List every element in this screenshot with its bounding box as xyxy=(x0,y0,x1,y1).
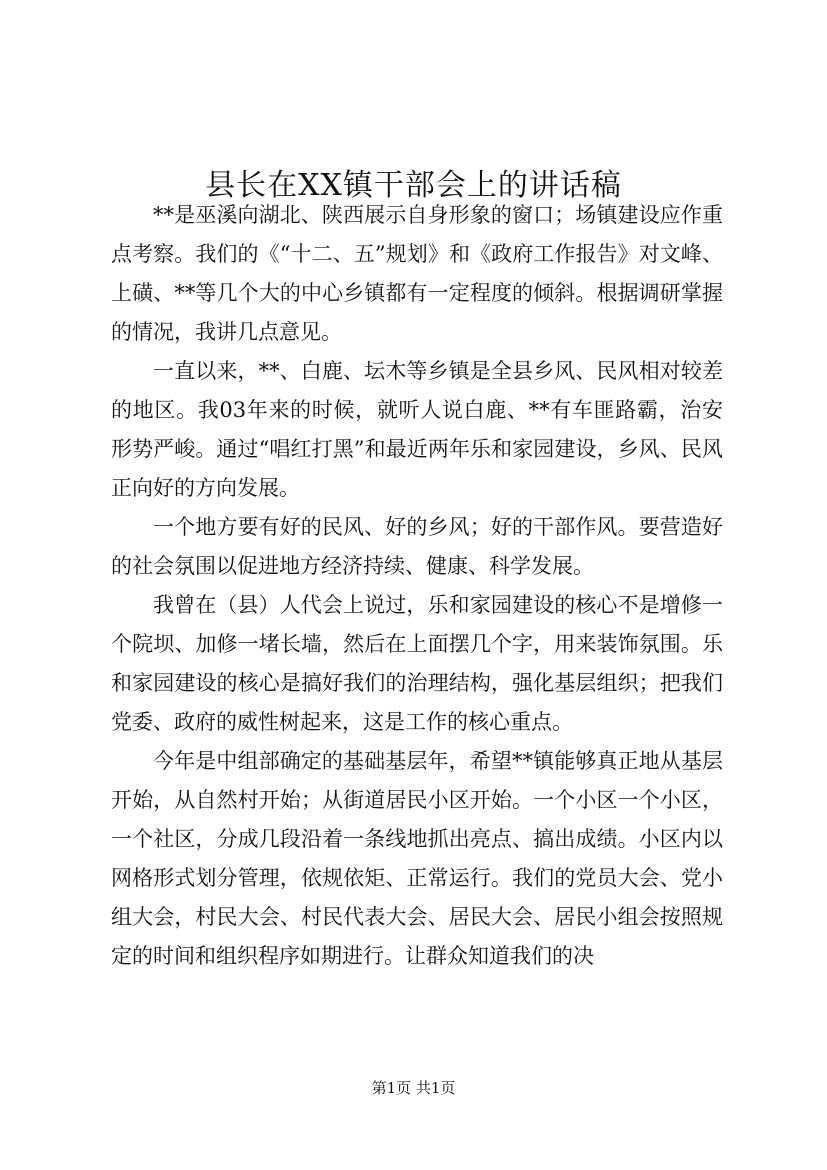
page-footer: 第1页 共1页 xyxy=(371,1079,456,1097)
paragraph-5: 今年是中组部确定的基础基层年，希望**镇能够真正地从基层开始，从自然村开始；从街道居民小区开始。一个小区一个小区，一个社区，分成几段沿着一条线地抓出亮点、搞出成绩。小区内以网格形式划分管理，依规依矩、正常运行。我们的党员大会、党小组大会，村民大会、村民代表大会、居民大会、居民小组会按照规定的时间和组织程序如期进行。让群众知道我们的决 xyxy=(111,749,723,968)
paragraph-4: 我曾在（县）人代会上说过，乐和家园建设的核心不是增修一个院坝、加修一堵长墙，然后在上面摆几个字，用来装饰氛围。乐和家园建设的核心是搞好我们的治理结构，强化基层组织；把我们党委、政府的威性树起来，这是工作的核心重点。 xyxy=(111,593,723,734)
paragraph-3: 一个地方要有好的民风、好的乡风；好的干部作风。要营造好的社会氛围以促进地方经济持续、健康、科学发展。 xyxy=(111,515,723,578)
paragraph-1: **是巫溪向湖北、陕西展示自身形象的窗口；场镇建设应作重点考察。我们的《“十二、五”规划》和《政府工作报告》对文峰、上磺、**等几个大的中心乡镇都有一定程度的倾斜。根据调研掌握的情况，我讲几点意见。 xyxy=(111,203,723,344)
document-title: 县长在XX镇干部会上的讲话稿 xyxy=(205,168,622,204)
paragraph-2: 一直以来，**、白鹿、坛木等乡镇是全县乡风、民风相对较差的地区。我03年来的时候，就听人说白鹿、**有车匪路霸，治安形势严峻。通过“唱红打黑”和最近两年乐和家园建设，乡风、民风正向好的方向发展。 xyxy=(111,359,723,500)
document-body xyxy=(111,196,723,976)
